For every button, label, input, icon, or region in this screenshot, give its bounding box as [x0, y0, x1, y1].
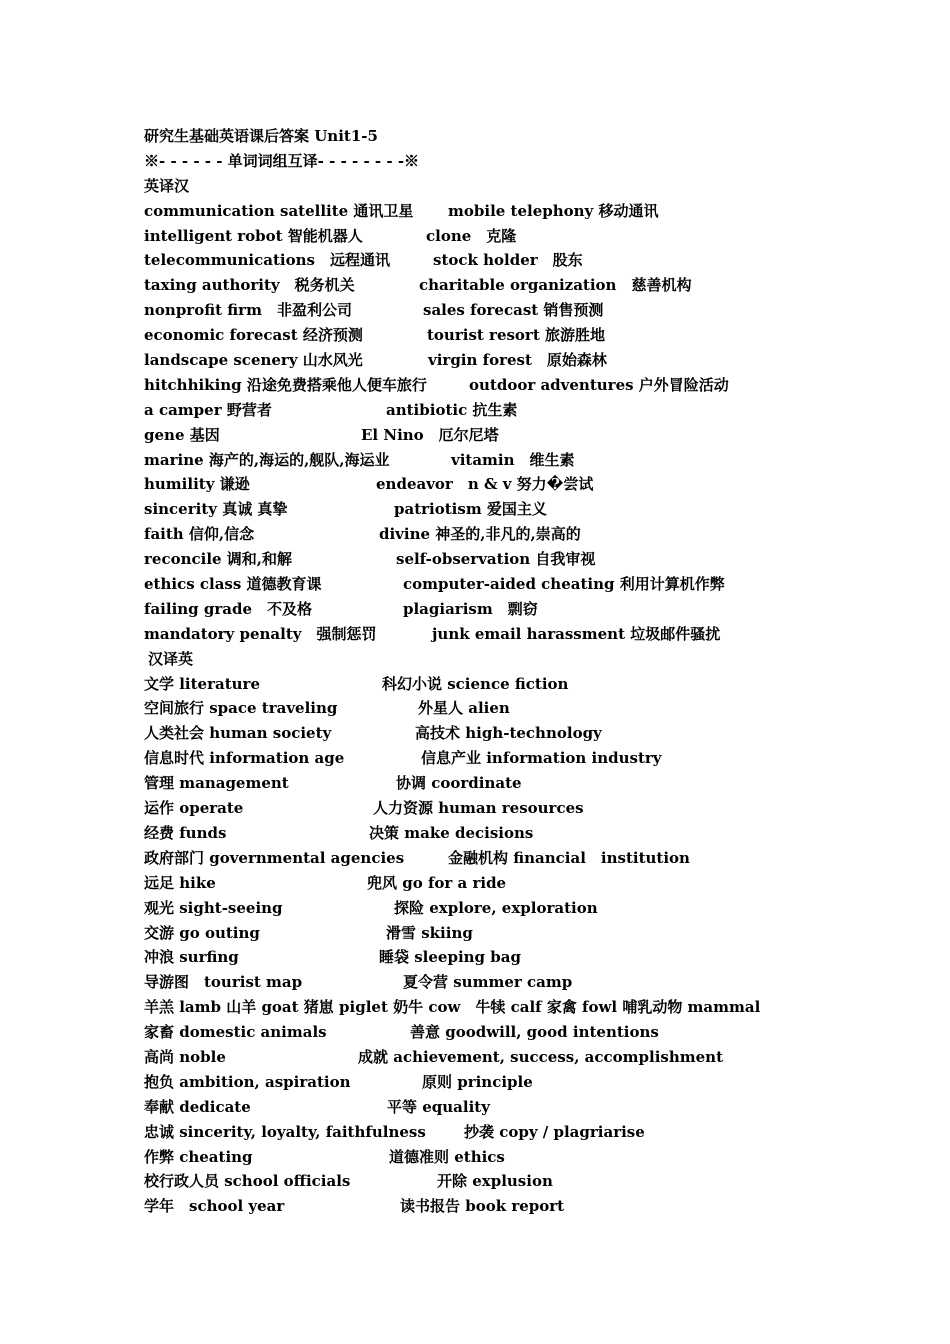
- vocab-row: [144, 871, 784, 896]
- vocab-entry-left: a camper 野营者: [144, 400, 272, 419]
- vocab-entry-left: 学年 school year: [144, 1197, 285, 1216]
- vocab-entry-left: 高尚 noble: [144, 1047, 226, 1066]
- vocab-entry-right: outdoor adventures 户外冒险活动: [469, 375, 729, 394]
- vocab-row: [144, 921, 784, 946]
- vocab-entry-right: vitamin 维生素: [451, 450, 575, 469]
- vocab-entry-left: 交游 go outing: [144, 923, 260, 942]
- vocab-row: [144, 821, 784, 846]
- vocab-row: [144, 522, 784, 547]
- vocab-row: [144, 970, 784, 995]
- vocab-entry-left: 人类社会 human society: [144, 724, 332, 743]
- vocab-entry-left: reconcile 调和,和解: [144, 550, 293, 569]
- vocab-entry-left: 奉献 dedicate: [144, 1097, 251, 1116]
- vocab-entry-right: charitable organization 慈善机构: [419, 276, 692, 295]
- vocab-row: [144, 348, 784, 373]
- vocab-entry-left: 忠诚 sincerity, loyalty, faithfulness: [144, 1122, 426, 1141]
- vocab-row: [144, 1194, 784, 1219]
- vocab-entry-left: 文学 literature: [144, 674, 260, 693]
- vocab-entry-left: 观光 sight-seeing: [144, 898, 283, 917]
- vocab-entry-right: 抄袭 copy / plagriarise: [464, 1122, 645, 1141]
- vocab-entry-left: mandatory penalty 强制惩罚: [144, 624, 377, 643]
- zh-to-en-list: [144, 672, 784, 1220]
- vocab-entry-right: virgin forest 原始森林: [428, 351, 607, 370]
- vocab-entry-right: 成就 achievement, success, accomplishment: [358, 1047, 724, 1066]
- vocab-entry-right: computer-aided cheating 利用计算机作弊: [403, 575, 725, 594]
- vocab-entry-left: nonprofit firm 非盈利公司: [144, 301, 352, 320]
- vocab-entry-right: junk email harassment 垃圾邮件骚扰: [432, 624, 721, 643]
- vocab-row: [144, 224, 784, 249]
- vocab-entry-right: 兜风 go for a ride: [367, 873, 507, 892]
- vocab-entry-left: failing grade 不及格: [144, 599, 313, 618]
- en-to-zh-label-text: 英译汉: [144, 176, 190, 195]
- section-header-text: ※- - - - - - 单词词组互译- - - - - - - -※: [144, 151, 420, 170]
- vocab-row: [144, 298, 784, 323]
- vocab-entry-left: 家畜 domestic animals: [144, 1023, 327, 1042]
- vocab-entry-right: self-observation 自我审视: [396, 550, 596, 569]
- vocab-entry-left: 导游图 tourist map: [144, 973, 303, 992]
- vocab-row: [144, 1045, 784, 1070]
- vocab-entry-right: 睡袋 sleeping bag: [379, 948, 521, 967]
- vocab-entry-right: antibiotic 抗生素: [386, 400, 518, 419]
- vocab-entry-left: gene 基因: [144, 425, 220, 444]
- vocab-entry-right: El Nino 厄尔尼塔: [361, 425, 499, 444]
- vocab-row: [144, 721, 784, 746]
- vocab-entry-left: 冲浪 surfing: [144, 948, 239, 967]
- vocab-entry-right: 金融机构 financial institution: [448, 848, 690, 867]
- title-text: 研究生基础英语课后答案 Unit1-5: [144, 127, 378, 145]
- vocab-row: [144, 398, 784, 423]
- vocab-entry-right: patriotism 爱国主义: [394, 500, 547, 519]
- vocab-row: [144, 1020, 784, 1045]
- vocab-entry-right: 人力资源 human resources: [373, 799, 584, 818]
- document-body: [144, 124, 784, 1219]
- vocab-entry-right: 信息产业 information industry: [421, 749, 662, 768]
- zh-to-en-label-text: 汉译英: [148, 649, 194, 668]
- vocab-entry-left: telecommunications 远程通讯: [144, 251, 390, 270]
- vocab-row: [144, 672, 784, 697]
- vocab-entry-right: stock holder 股东: [433, 251, 583, 270]
- vocab-entry-left: marine 海产的,海运的,舰队,海运业: [144, 450, 390, 469]
- vocab-row: [144, 896, 784, 921]
- vocab-entry-left: 政府部门 governmental agencies: [144, 848, 405, 867]
- vocab-entry-right: 高技术 high-technology: [415, 724, 602, 743]
- zh-to-en-label: [144, 647, 784, 672]
- vocab-entry-left: 作弊 cheating: [144, 1147, 253, 1166]
- vocab-row: [144, 696, 784, 721]
- vocab-row: [144, 273, 784, 298]
- vocab-row: [144, 796, 784, 821]
- vocab-entry-right: mobile telephony 移动通讯: [448, 201, 659, 220]
- vocab-row: [144, 248, 784, 273]
- vocab-entry-right: plagiarism 剽窃: [403, 599, 538, 618]
- vocab-entry-left: landscape scenery 山水风光: [144, 351, 363, 370]
- vocab-entry-left: humility 谦逊: [144, 475, 250, 494]
- vocab-entry-right: endeavor n & v 努力�尝试: [376, 475, 594, 494]
- vocab-entry-left: faith 信仰,信念: [144, 525, 255, 544]
- vocab-entry-right: 滑雪 skiing: [386, 923, 473, 942]
- vocab-entry-right: 科幻小说 science fiction: [382, 674, 569, 693]
- vocab-entry-left: 经费 funds: [144, 823, 227, 842]
- vocab-row: [144, 945, 784, 970]
- vocab-entry-right: 原则 principle: [422, 1072, 533, 1091]
- vocab-entry-right: clone 克隆: [426, 226, 517, 245]
- vocab-entry-right: 协调 coordinate: [396, 774, 522, 793]
- vocab-row: [144, 199, 784, 224]
- vocab-entry-left: economic forecast 经济预测: [144, 326, 363, 345]
- vocab-row: [144, 423, 784, 448]
- vocab-entry-right: divine 神圣的,非凡的,崇高的: [379, 525, 581, 544]
- vocab-entry-left: ethics class 道德教育课: [144, 575, 322, 594]
- en-to-zh-label: [144, 174, 784, 199]
- vocab-entry-left: communication satellite 通讯卫星: [144, 201, 414, 220]
- vocab-entry-left: 校行政人员 school officials: [144, 1172, 351, 1191]
- vocab-entry-right: 外星人 alien: [418, 699, 510, 718]
- vocab-row: [144, 373, 784, 398]
- vocab-row: [144, 1120, 784, 1145]
- vocab-entry-left: 空间旅行 space traveling: [144, 699, 338, 718]
- vocab-entry-left: 信息时代 information age: [144, 749, 345, 768]
- vocab-row: [144, 746, 784, 771]
- vocab-row: [144, 771, 784, 796]
- vocab-row: [144, 323, 784, 348]
- page-title: [144, 124, 784, 149]
- section-header: [144, 149, 784, 174]
- vocab-entry-right: 夏令营 summer camp: [403, 973, 573, 992]
- vocab-entry-right: 善意 goodwill, good intentions: [410, 1023, 659, 1042]
- vocab-entry-right: 探险 explore, exploration: [394, 898, 598, 917]
- vocab-entry-left: 管理 management: [144, 774, 289, 793]
- vocab-entry-left: 抱负 ambition, aspiration: [144, 1072, 351, 1091]
- vocab-row: [144, 448, 784, 473]
- vocab-entry-right: sales forecast 销售预测: [423, 301, 604, 320]
- vocab-entry-left: 远足 hike: [144, 873, 216, 892]
- en-to-zh-list: [144, 199, 784, 647]
- vocab-row: [144, 995, 784, 1020]
- vocab-entry-right: 读书报告 book report: [400, 1197, 565, 1216]
- vocab-row: [144, 1095, 784, 1120]
- vocab-entry-left: taxing authority 税务机关: [144, 276, 355, 295]
- vocab-entry-left: 羊羔 lamb 山羊 goat 猪崽 piglet 奶牛 cow 牛犊 calf 家禽 fowl 哺乳动物 mammal: [144, 998, 761, 1017]
- vocab-entry-right: tourist resort 旅游胜地: [427, 326, 605, 345]
- vocab-row: [144, 597, 784, 622]
- vocab-entry-left: sincerity 真诚 真挚: [144, 500, 288, 519]
- vocab-row: [144, 1145, 784, 1170]
- vocab-row: [144, 1070, 784, 1095]
- vocab-entry-left: hitchhiking 沿途免费搭乘他人便车旅行: [144, 375, 427, 394]
- vocab-entry-left: 运作 operate: [144, 799, 244, 818]
- vocab-row: [144, 1169, 784, 1194]
- vocab-entry-right: 开除 explusion: [437, 1172, 553, 1191]
- vocab-row: [144, 547, 784, 572]
- vocab-row: [144, 472, 784, 497]
- vocab-row: [144, 622, 784, 647]
- vocab-row: [144, 497, 784, 522]
- vocab-row: [144, 846, 784, 871]
- vocab-entry-right: 平等 equality: [387, 1097, 490, 1116]
- vocab-entry-left: intelligent robot 智能机器人: [144, 226, 363, 245]
- vocab-row: [144, 572, 784, 597]
- vocab-entry-right: 决策 make decisions: [369, 823, 534, 842]
- vocab-entry-right: 道德准则 ethics: [389, 1147, 505, 1166]
